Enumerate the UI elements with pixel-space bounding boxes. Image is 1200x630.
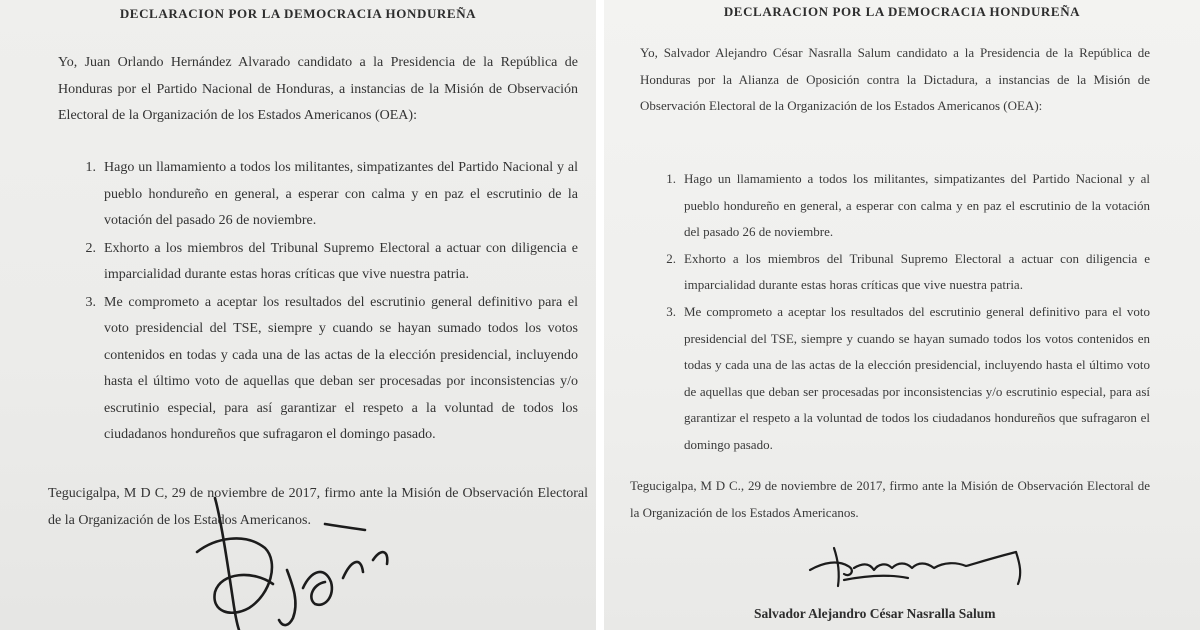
page-divider <box>596 0 604 630</box>
right-signer-name: Salvador Alejandro César Nasralla Salum <box>754 606 996 621</box>
right-handwritten-signature <box>804 540 1034 600</box>
right-declaration-page <box>604 0 1200 630</box>
right-closing-paragraph: Tegucigalpa, M D C., 29 de noviembre de 2017, firmo ante la Misión de Observación Electoral de la Organización de los Estados Americanos. <box>630 478 1150 520</box>
left-list-item-1 <box>76 155 578 235</box>
right-item-text: Exhorto a los miembros del Tribunal Supremo Electoral a actuar con diligencia e imparcialidad durante estas horas críticas que vive nuestra patria. <box>684 250 1150 293</box>
left-item-number: 3. <box>85 294 96 310</box>
right-list-item-2 <box>656 246 1150 299</box>
left-closing-paragraph: Tegucigalpa, M D C, 29 de noviembre de 2017, firmo ante la Misión de Observación Electoral de la Organización de los Estados Americanos. <box>48 486 588 528</box>
left-intro-paragraph: Yo, Juan Orlando Hernández Alvarado candidato a la Presidencia de la República de Honduras por el Partido Nacional de Honduras, a instancias de la Misión de Observación Electoral de la Organización de los Estados Americanos (OEA): <box>58 55 578 123</box>
left-item-text: Me comprometo a aceptar los resultados del escrutinio general definitivo para el voto presidencial del TSE, siempre y cuando se hayan sumado todos los votos contenidos en todas y cada una de las actas de la elección presidencial, incluyendo hasta el último voto de aquellas que deban ser procesadas por inconsistencias y/o escrutinio especial, para así garantizar el respeto a la voluntad de todos los ciudadanos hondureños que sufragaron el domingo pasado. <box>104 294 578 442</box>
right-item-text: Me comprometo a aceptar los resultados del escrutinio general definitivo para el voto presidencial del TSE, siempre y cuando se hayan sumado todos los votos contenidos en todas y cada una de las actas de la elección presidencial, incluyendo hasta el último voto de aquellas que deban ser procesadas por inconsistencias y/o escrutinio especial, para así garantizar el respeto a la voluntad de todos los ciudadanos hondureños que sufragaron el domingo pasado. <box>684 303 1150 452</box>
left-item-number: 1. <box>85 160 96 175</box>
left-list-item-3 <box>76 290 578 449</box>
left-handwritten-signature <box>175 490 505 630</box>
right-list-item-3 <box>656 299 1150 459</box>
left-list-item-2 <box>76 236 578 289</box>
right-declaration-list <box>656 166 1150 459</box>
left-item-text: Exhorto a los miembros del Tribunal Supremo Electoral a actuar con diligencia e imparcialidad durante estas horas críticas que vive nuestra patria. <box>104 240 578 282</box>
left-declaration-list <box>76 155 578 449</box>
right-item-text: Hago un llamamiento a todos los militantes, simpatizantes del Partido Nacional y al pueblo hondureño en general, a esperar con calma y en paz el escrutinio de la votación del pasado 26 de noviembre. <box>684 171 1150 240</box>
right-item-number: 1. <box>666 171 676 186</box>
right-list-item-1 <box>656 166 1150 246</box>
left-declaration-page <box>0 0 596 630</box>
left-item-number: 2. <box>85 240 96 256</box>
right-item-number: 3. <box>666 303 676 319</box>
left-document-title: DECLARACION POR LA DEMOCRACIA HONDUREÑA <box>119 6 477 21</box>
right-document-title: DECLARACION POR LA DEMOCRACIA HONDUREÑA <box>723 4 1081 19</box>
left-item-text: Hago un llamamiento a todos los militantes, simpatizantes del Partido Nacional y al pueblo hondureño en general, a esperar con calma y en paz el escrutinio de la votación del pasado 26 de noviembre. <box>104 160 578 228</box>
right-intro-paragraph: Yo, Salvador Alejandro César Nasralla Salum candidato a la Presidencia de la República de Honduras por la Alianza de Oposición contra la Dictadura, a instancias de la Misión de Observación Electoral de la Organización de los Estados Americanos (OEA): <box>640 45 1150 114</box>
right-item-number: 2. <box>666 250 676 266</box>
